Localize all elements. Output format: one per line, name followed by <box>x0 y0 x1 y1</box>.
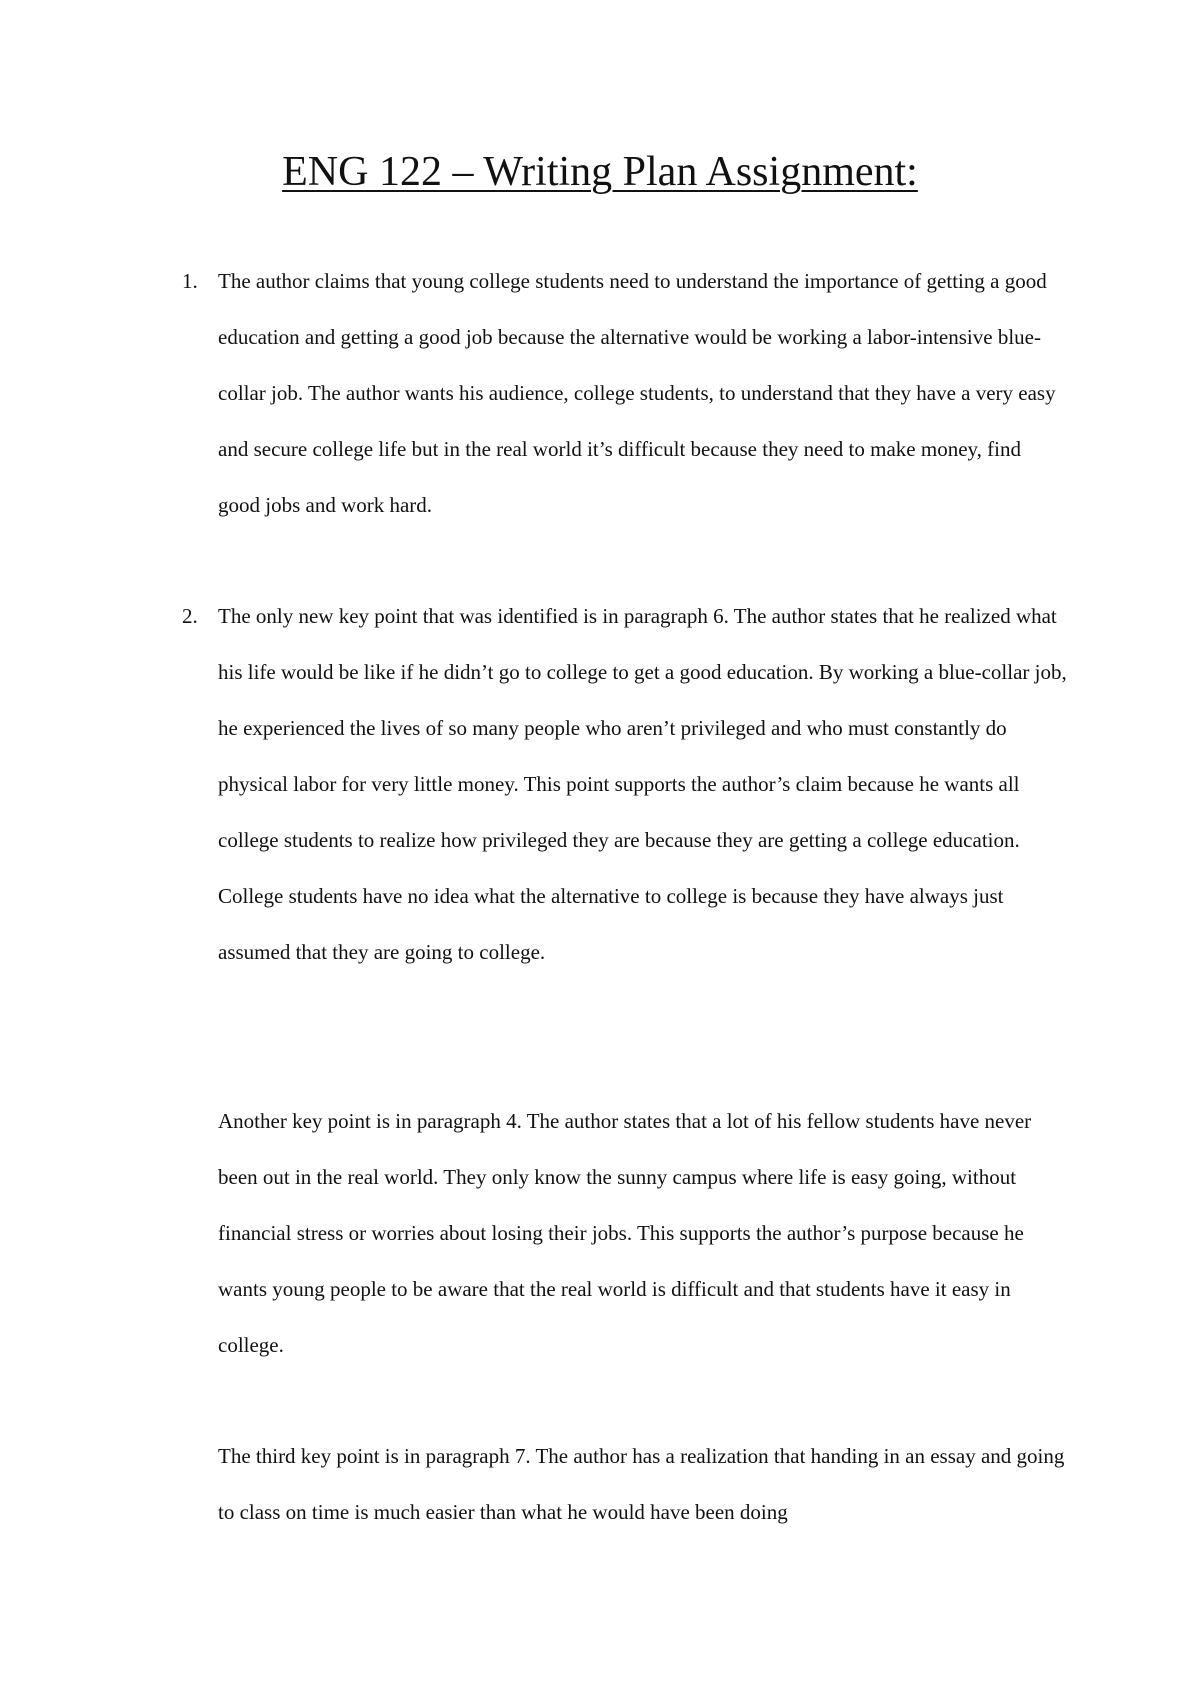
list-item-number: 2. <box>182 604 198 628</box>
document-title: ENG 122 – Writing Plan Assignment: <box>282 149 918 195</box>
paragraph-text: Another key point is in paragraph 4. The author states that a lot of his fellow students have never been out in the real world. They only know the sunny campus where life is easy going, without financial stress or worries about losing their jobs. This supports the author’s purpose because he wants young people to be aware that the real world is difficult and that students have it easy in college. <box>218 1109 1032 1357</box>
paragraph-text: The third key point is in paragraph 7. The author has a realization that handing in an essay and going to class on time is much easier than what he would have been doing <box>218 1444 1065 1524</box>
list-item-number: 1. <box>182 269 198 293</box>
list-item-text: The only new key point that was identified is in paragraph 6. The author states that he realized what his life would be like if he didn’t go to college to get a good education. By working a blue-collar job, he experienced the lives of so many people who aren’t privileged and who must constantly do physical labor for very little money. This point supports the author’s claim because he wants all college students to realize how privileged they are because they are getting a college education. College students have no idea what the alternative to college is because they have always just assumed that they are going to college. <box>218 604 1067 964</box>
list-item-text: The author claims that young college students need to understand the importance of getting a good education and getting a good job because the alternative would be working a labor-intensive blue-collar job. The author wants his audience, college students, to understand that they have a very easy and secure college life but in the real world it’s difficult because they need to make money, find good jobs and work hard. <box>218 269 1056 517</box>
